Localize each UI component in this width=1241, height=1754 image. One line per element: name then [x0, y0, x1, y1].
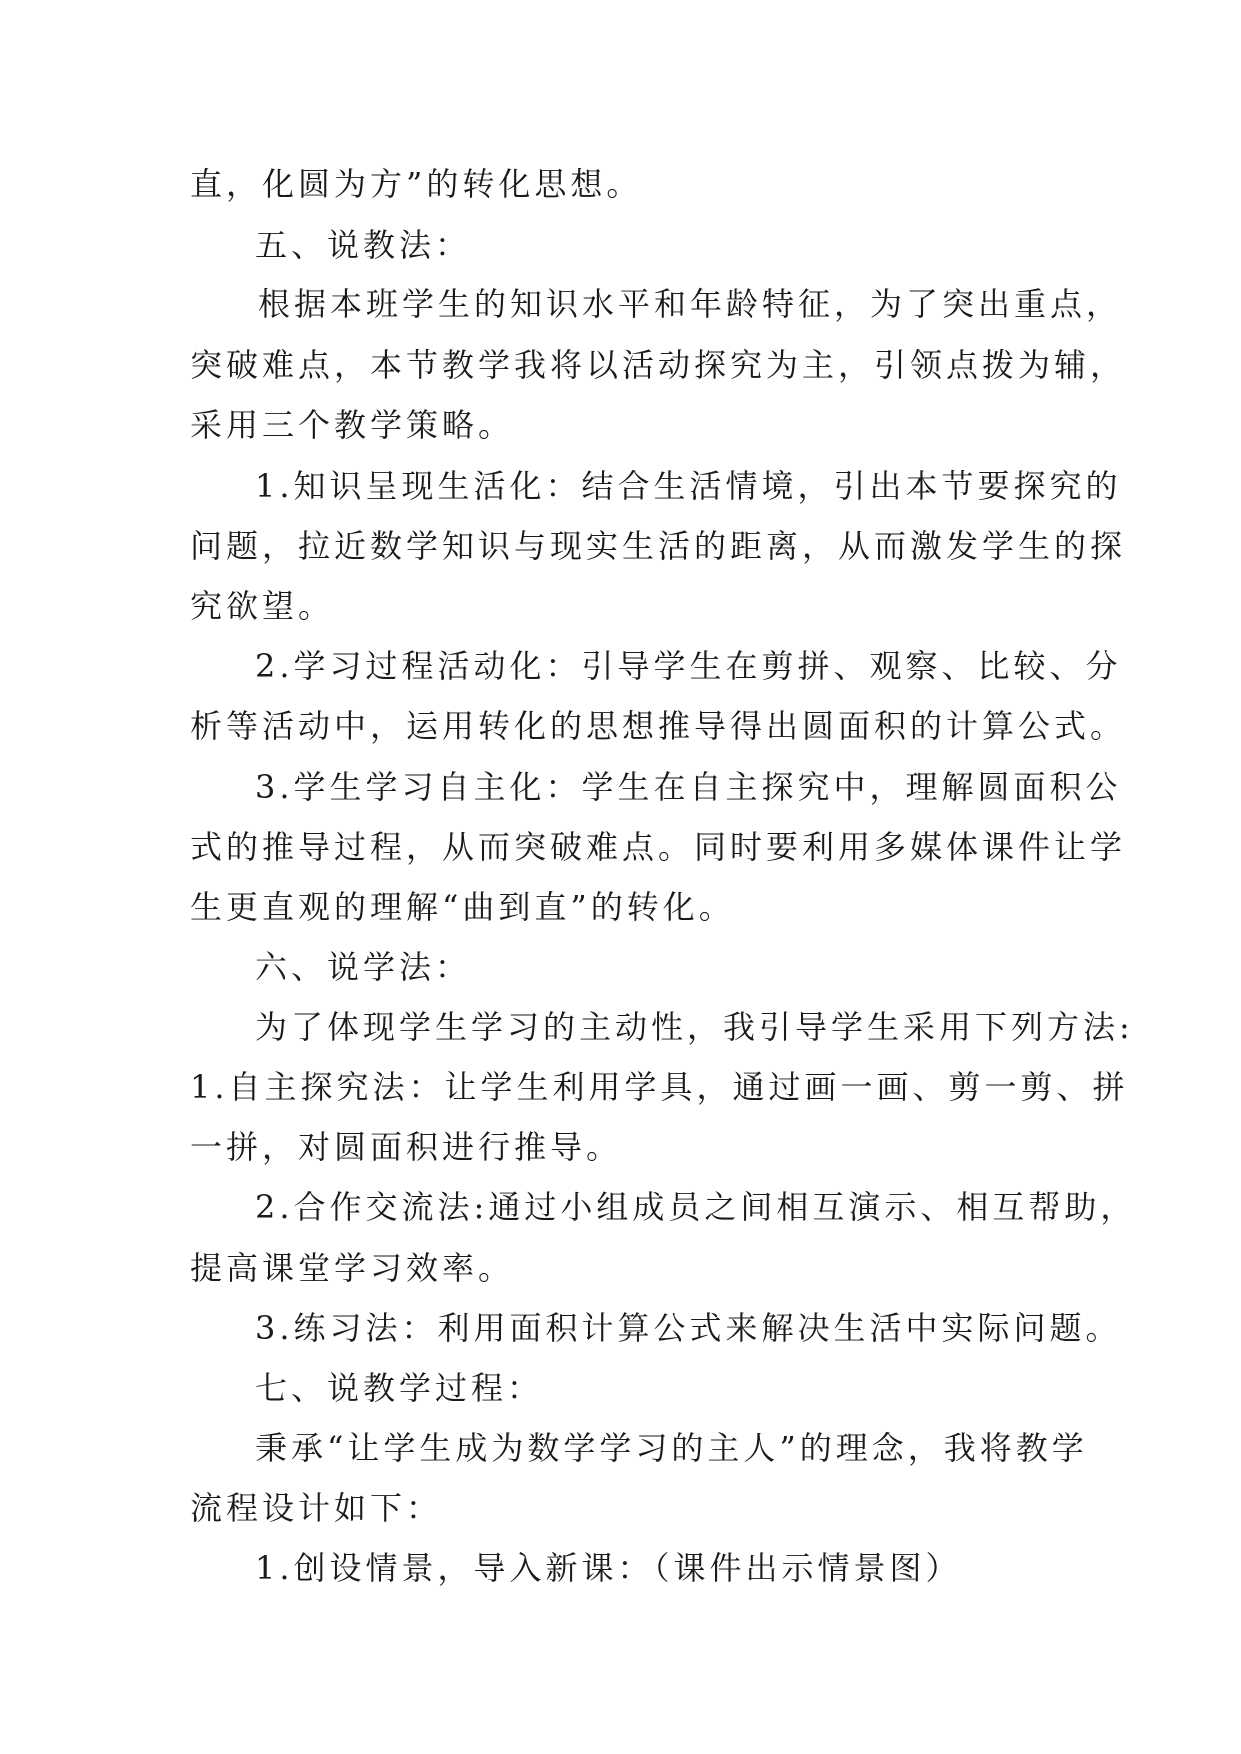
- text-line: 突破难点，本节教学我将以活动探究为主，引领点拨为辅，: [190, 346, 1127, 384]
- text-line: 究欲望。: [190, 587, 335, 625]
- text-line: 2.合作交流法:通过小组成员之间相互演示、相互帮助，: [255, 1188, 1137, 1226]
- section-heading-learning-method: 六、说学法：: [255, 948, 472, 986]
- text-line: 采用三个教学策略。: [190, 406, 515, 444]
- text-line: 秉承“让学生成为数学学习的主人”的理念，我将教学: [255, 1429, 1088, 1467]
- text-line: 问题，拉近数学知识与现实生活的距离，从而激发学生的探: [190, 527, 1127, 565]
- text-line: 一拼，对圆面积进行推导。: [190, 1128, 623, 1166]
- text-line: 1.知识呈现生活化：结合生活情境，引出本节要探究的: [255, 467, 1122, 505]
- text-line: 流程设计如下：: [190, 1489, 443, 1527]
- text-line: 析等活动中，运用转化的思想推导得出圆面积的计算公式。: [190, 707, 1127, 745]
- text-line: 根据本班学生的知识水平和年龄特征，为了突出重点，: [258, 285, 1123, 323]
- text-line: 直，化圆为方”的转化思想。: [190, 165, 643, 203]
- text-line: 1.自主探究法：让学生利用学具，通过画一画、剪一剪、拼: [190, 1068, 1129, 1106]
- section-heading-teaching-method: 五、说教法：: [255, 226, 472, 264]
- text-line: 生更直观的理解“曲到直”的转化。: [190, 888, 735, 926]
- section-heading-teaching-process: 七、说教学过程：: [255, 1369, 544, 1407]
- text-line: 2.学习过程活动化：引导学生在剪拼、观察、比较、分: [255, 647, 1122, 685]
- text-line: 提高课堂学习效率。: [190, 1249, 515, 1287]
- text-line: 1.创设情景，导入新课：（课件出示情景图）: [255, 1549, 962, 1587]
- text-line: 3.练习法：利用面积计算公式来解决生活中实际问题。: [255, 1309, 1122, 1347]
- text-line: 为了体现学生学习的主动性，我引导学生采用下列方法:: [255, 1008, 1134, 1046]
- text-line: 式的推导过程，从而突破难点。同时要利用多媒体课件让学: [190, 828, 1127, 866]
- text-line: 3.学生学习自主化：学生在自主探究中，理解圆面积公: [255, 768, 1122, 806]
